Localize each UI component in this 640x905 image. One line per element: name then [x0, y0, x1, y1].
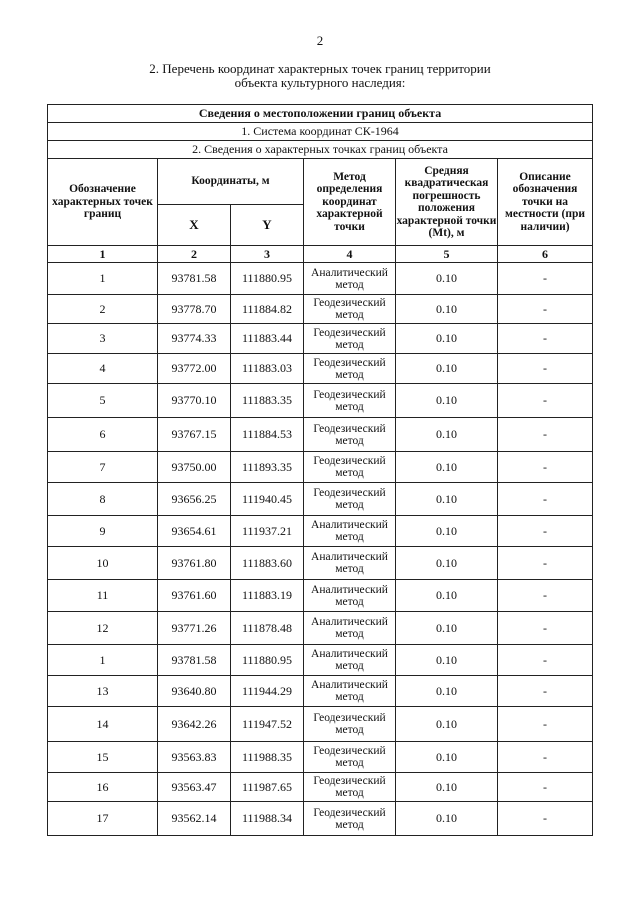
method-cell: Геодезический метод — [304, 483, 396, 516]
header-y: Y — [231, 205, 304, 246]
error-cell: 0.10 — [396, 295, 498, 324]
table-row — [48, 324, 593, 354]
header-point: Обозначение характерных точек границ — [48, 159, 158, 246]
x-coordinate-cell: 93774.33 — [158, 324, 231, 354]
column-number: 3 — [231, 246, 304, 263]
point-cell: 2 — [48, 295, 158, 324]
description-cell: - — [498, 324, 593, 354]
point-cell: 5 — [48, 384, 158, 418]
description-cell: - — [498, 742, 593, 773]
description-cell: - — [498, 263, 593, 295]
y-coordinate-cell: 111987.65 — [231, 773, 304, 802]
error-cell: 0.10 — [396, 742, 498, 773]
error-cell: 0.10 — [396, 263, 498, 295]
y-coordinate-cell: 111893.35 — [231, 452, 304, 483]
y-coordinate-cell: 111883.35 — [231, 384, 304, 418]
column-number: 1 — [48, 246, 158, 263]
y-coordinate-cell: 111947.52 — [231, 707, 304, 742]
method-cell: Аналитический метод — [304, 263, 396, 295]
point-cell: 8 — [48, 483, 158, 516]
error-cell: 0.10 — [396, 773, 498, 802]
header-error: Средняя квадратическая погрешность положения характерной точки (Mt), м — [396, 159, 498, 246]
error-cell: 0.10 — [396, 418, 498, 452]
description-cell: - — [498, 452, 593, 483]
method-cell: Геодезический метод — [304, 452, 396, 483]
description-cell: - — [498, 384, 593, 418]
description-cell: - — [498, 645, 593, 676]
document-title — [60, 62, 580, 90]
point-cell: 7 — [48, 452, 158, 483]
point-cell: 9 — [48, 516, 158, 547]
header-coordinates: Координаты, м — [158, 159, 304, 205]
method-cell: Геодезический метод — [304, 354, 396, 384]
description-cell: - — [498, 773, 593, 802]
error-cell: 0.10 — [396, 452, 498, 483]
error-cell: 0.10 — [396, 645, 498, 676]
point-cell: 6 — [48, 418, 158, 452]
method-cell: Аналитический метод — [304, 645, 396, 676]
x-coordinate-cell: 93562.14 — [158, 802, 231, 836]
y-coordinate-cell: 111988.35 — [231, 742, 304, 773]
point-cell: 13 — [48, 676, 158, 707]
method-cell: Геодезический метод — [304, 418, 396, 452]
y-coordinate-cell: 111988.34 — [231, 802, 304, 836]
column-numbers-row — [48, 246, 593, 263]
error-cell: 0.10 — [396, 384, 498, 418]
table-row — [48, 547, 593, 580]
y-coordinate-cell: 111884.53 — [231, 418, 304, 452]
point-cell: 10 — [48, 547, 158, 580]
table-row — [48, 384, 593, 418]
page-number: 2 — [316, 33, 324, 48]
table-row — [48, 263, 593, 295]
x-coordinate-cell: 93761.80 — [158, 547, 231, 580]
title-line-1: 2. Перечень координат характерных точек границ территории — [149, 61, 491, 76]
y-coordinate-cell: 111884.82 — [231, 295, 304, 324]
description-cell: - — [498, 676, 593, 707]
table-row — [48, 742, 593, 773]
x-coordinate-cell: 93640.80 — [158, 676, 231, 707]
table-row — [48, 580, 593, 612]
x-coordinate-cell: 93563.83 — [158, 742, 231, 773]
x-coordinate-cell: 93770.10 — [158, 384, 231, 418]
error-cell: 0.10 — [396, 354, 498, 384]
description-cell: - — [498, 547, 593, 580]
column-number: 2 — [158, 246, 231, 263]
table-row — [48, 773, 593, 802]
point-cell: 3 — [48, 324, 158, 354]
y-coordinate-cell: 111878.48 — [231, 612, 304, 645]
method-cell: Геодезический метод — [304, 742, 396, 773]
point-cell: 15 — [48, 742, 158, 773]
point-cell: 1 — [48, 645, 158, 676]
error-cell: 0.10 — [396, 547, 498, 580]
x-coordinate-cell: 93656.25 — [158, 483, 231, 516]
point-cell: 14 — [48, 707, 158, 742]
point-cell: 17 — [48, 802, 158, 836]
method-cell: Аналитический метод — [304, 547, 396, 580]
error-cell: 0.10 — [396, 516, 498, 547]
y-coordinate-cell: 111883.44 — [231, 324, 304, 354]
point-cell: 4 — [48, 354, 158, 384]
method-cell: Геодезический метод — [304, 707, 396, 742]
table-row — [48, 612, 593, 645]
table-row — [48, 452, 593, 483]
table-row — [48, 707, 593, 742]
description-cell: - — [498, 707, 593, 742]
method-cell: Геодезический метод — [304, 384, 396, 418]
x-coordinate-cell: 93563.47 — [158, 773, 231, 802]
y-coordinate-cell: 111880.95 — [231, 263, 304, 295]
table-row — [48, 802, 593, 836]
y-coordinate-cell: 111883.19 — [231, 580, 304, 612]
x-coordinate-cell: 93761.60 — [158, 580, 231, 612]
table-row — [48, 676, 593, 707]
coordinate-system-row: 1. Система координат СК-1964 — [48, 123, 593, 141]
y-coordinate-cell: 111883.60 — [231, 547, 304, 580]
error-cell: 0.10 — [396, 483, 498, 516]
y-coordinate-cell: 111880.95 — [231, 645, 304, 676]
point-cell: 11 — [48, 580, 158, 612]
table-row — [48, 354, 593, 384]
column-number: 4 — [304, 246, 396, 263]
title-line-2: объекта культурного наследия: — [234, 75, 406, 90]
error-cell: 0.10 — [396, 676, 498, 707]
x-coordinate-cell: 93771.26 — [158, 612, 231, 645]
method-cell: Аналитический метод — [304, 580, 396, 612]
error-cell: 0.10 — [396, 580, 498, 612]
error-cell: 0.10 — [396, 802, 498, 836]
table-row — [48, 516, 593, 547]
y-coordinate-cell: 111937.21 — [231, 516, 304, 547]
boundary-points-table — [47, 104, 593, 836]
method-cell: Аналитический метод — [304, 516, 396, 547]
column-number: 5 — [396, 246, 498, 263]
table-row — [48, 295, 593, 324]
x-coordinate-cell: 93781.58 — [158, 263, 231, 295]
column-number: 6 — [498, 246, 593, 263]
description-cell: - — [498, 418, 593, 452]
method-cell: Аналитический метод — [304, 676, 396, 707]
table-row — [48, 418, 593, 452]
point-cell: 1 — [48, 263, 158, 295]
description-cell: - — [498, 802, 593, 836]
x-coordinate-cell: 93781.58 — [158, 645, 231, 676]
description-cell: - — [498, 612, 593, 645]
error-cell: 0.10 — [396, 707, 498, 742]
method-cell: Геодезический метод — [304, 295, 396, 324]
point-cell: 12 — [48, 612, 158, 645]
method-cell: Геодезический метод — [304, 773, 396, 802]
x-coordinate-cell: 93642.26 — [158, 707, 231, 742]
x-coordinate-cell: 93767.15 — [158, 418, 231, 452]
method-cell: Геодезический метод — [304, 324, 396, 354]
error-cell: 0.10 — [396, 612, 498, 645]
x-coordinate-cell: 93750.00 — [158, 452, 231, 483]
points-section-row: 2. Сведения о характерных точках границ объекта — [48, 141, 593, 159]
y-coordinate-cell: 111944.29 — [231, 676, 304, 707]
description-cell: - — [498, 516, 593, 547]
header-x: X — [158, 205, 231, 246]
error-cell: 0.10 — [396, 324, 498, 354]
description-cell: - — [498, 295, 593, 324]
method-cell: Геодезический метод — [304, 802, 396, 836]
table-row — [48, 483, 593, 516]
header-method: Метод определения координат характерной точки — [304, 159, 396, 246]
point-cell: 16 — [48, 773, 158, 802]
y-coordinate-cell: 111883.03 — [231, 354, 304, 384]
y-coordinate-cell: 111940.45 — [231, 483, 304, 516]
description-cell: - — [498, 354, 593, 384]
table-caption: Сведения о местоположении границ объекта — [48, 105, 593, 123]
x-coordinate-cell: 93778.70 — [158, 295, 231, 324]
description-cell: - — [498, 483, 593, 516]
x-coordinate-cell: 93654.61 — [158, 516, 231, 547]
description-cell: - — [498, 580, 593, 612]
x-coordinate-cell: 93772.00 — [158, 354, 231, 384]
method-cell: Аналитический метод — [304, 612, 396, 645]
table-row — [48, 645, 593, 676]
header-description: Описание обозначения точки на местности (при наличии) — [498, 159, 593, 246]
